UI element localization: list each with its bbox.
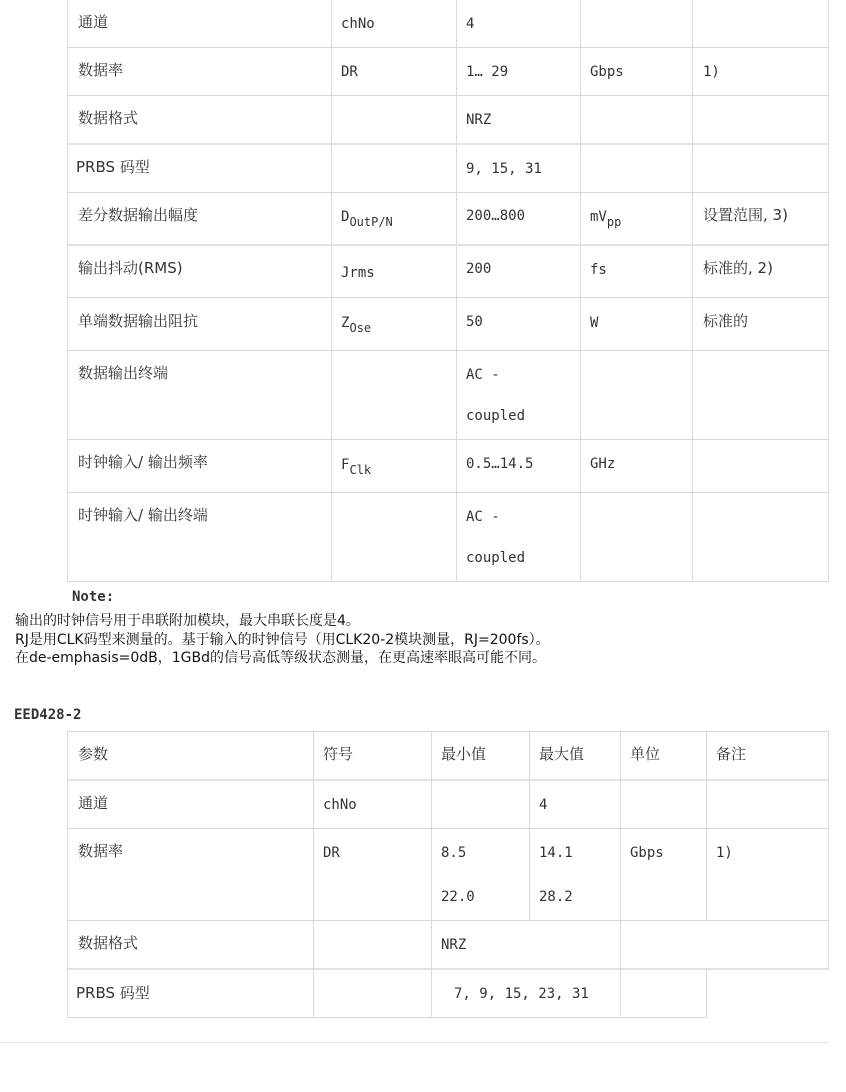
t1-value: 50 — [466, 314, 483, 330]
t1-unit: Gbps — [590, 64, 624, 80]
t1-param: 时钟输入/ 输出频率 — [78, 453, 208, 471]
t1-symbol: $F_{Clk}$ — [341, 457, 372, 477]
t2-header: 参数 — [78, 745, 109, 763]
t1-unit: W — [590, 315, 599, 331]
t2-param: PRBS 码型 — [76, 984, 150, 1002]
t2-min-line2: 22.0 — [441, 889, 475, 905]
t1-symbol: Jrms — [341, 265, 375, 281]
t2-max-line2: 28.2 — [539, 889, 573, 905]
note-title: Note: — [72, 589, 115, 605]
t1-symbol: $D_{OutP/N}$ — [341, 209, 393, 229]
t2-min-line1: 8.5 — [441, 845, 467, 861]
t2-param: 数据率 — [78, 842, 124, 860]
t2-header: 符号 — [323, 745, 354, 763]
t1-value-line2: coupled — [466, 550, 526, 566]
t1-param: 输出抖动(RMS) — [78, 259, 183, 277]
t2-symbol: DR — [323, 845, 340, 861]
t2-note: 1) — [716, 845, 733, 861]
t1-value-line2: coupled — [466, 408, 526, 424]
t1-param: 单端数据输出阻抗 — [78, 312, 199, 330]
t1-unit: $mV_{pp}$ — [590, 209, 622, 229]
t2-unit: Gbps — [630, 845, 664, 861]
t1-unit: GHz — [590, 456, 616, 472]
note-line: 输出的时钟信号用于串联附加模块，最大串联长度是4。 — [15, 613, 360, 629]
page-divider — [0, 1042, 829, 1043]
t1-value: 200 — [466, 261, 492, 277]
note-line: RJ是用CLK码型来测量的。基于输入的时钟信号（用CLK20-2模块测量，RJ=200fs）。 — [15, 632, 550, 648]
t1-symbol: chNo — [341, 16, 375, 32]
t1-value: 4 — [466, 16, 475, 32]
note-line: 在de-emphasis=0dB，1GBd的信号高低等级状态测量，在更高速率眼高可能不同。 — [15, 650, 546, 666]
t2-header: 单位 — [630, 745, 661, 763]
t1-unit: fs — [590, 262, 607, 278]
t1-symbol: $Z_{Ose}$ — [341, 315, 372, 335]
t1-param: 时钟输入/ 输出终端 — [78, 506, 208, 524]
t2-header: 备注 — [716, 745, 747, 763]
t1-symbol: DR — [341, 64, 358, 80]
t2-value: NRZ — [441, 937, 467, 953]
t1-value: 9, 15, 31 — [466, 161, 542, 177]
t1-param: 数据率 — [78, 61, 124, 79]
t1-note: 1) — [703, 64, 720, 80]
t1-value: NRZ — [466, 112, 492, 128]
t2-max-line1: 14.1 — [539, 845, 573, 861]
t1-note: 标准的 — [703, 312, 749, 330]
t1-param: 差分数据输出幅度 — [78, 206, 199, 224]
t2-header: 最大值 — [539, 745, 585, 763]
section-title: EED428-2 — [14, 707, 82, 723]
t2-value: 7, 9, 15, 23, 31 — [454, 986, 589, 1002]
t1-value-line1: AC - — [466, 367, 500, 383]
t2-param: 数据格式 — [78, 934, 139, 952]
t1-value: 1… 29 — [466, 64, 509, 80]
t1-value: 0.5…14.5 — [466, 456, 534, 472]
t1-value: 200…800 — [466, 208, 526, 224]
t1-param: 数据格式 — [78, 109, 139, 127]
t1-note: 设置范围, 3) — [703, 206, 788, 224]
t1-param: PRBS 码型 — [76, 158, 150, 176]
t2-param: 通道 — [78, 794, 109, 812]
t2-header: 最小值 — [441, 745, 487, 763]
t1-note: 标准的, 2) — [703, 259, 773, 277]
t2-symbol: chNo — [323, 797, 357, 813]
t2-max: 4 — [539, 797, 548, 813]
t1-value-line1: AC - — [466, 509, 500, 525]
t1-param: 数据输出终端 — [78, 364, 169, 382]
t1-param: 通道 — [78, 13, 109, 31]
